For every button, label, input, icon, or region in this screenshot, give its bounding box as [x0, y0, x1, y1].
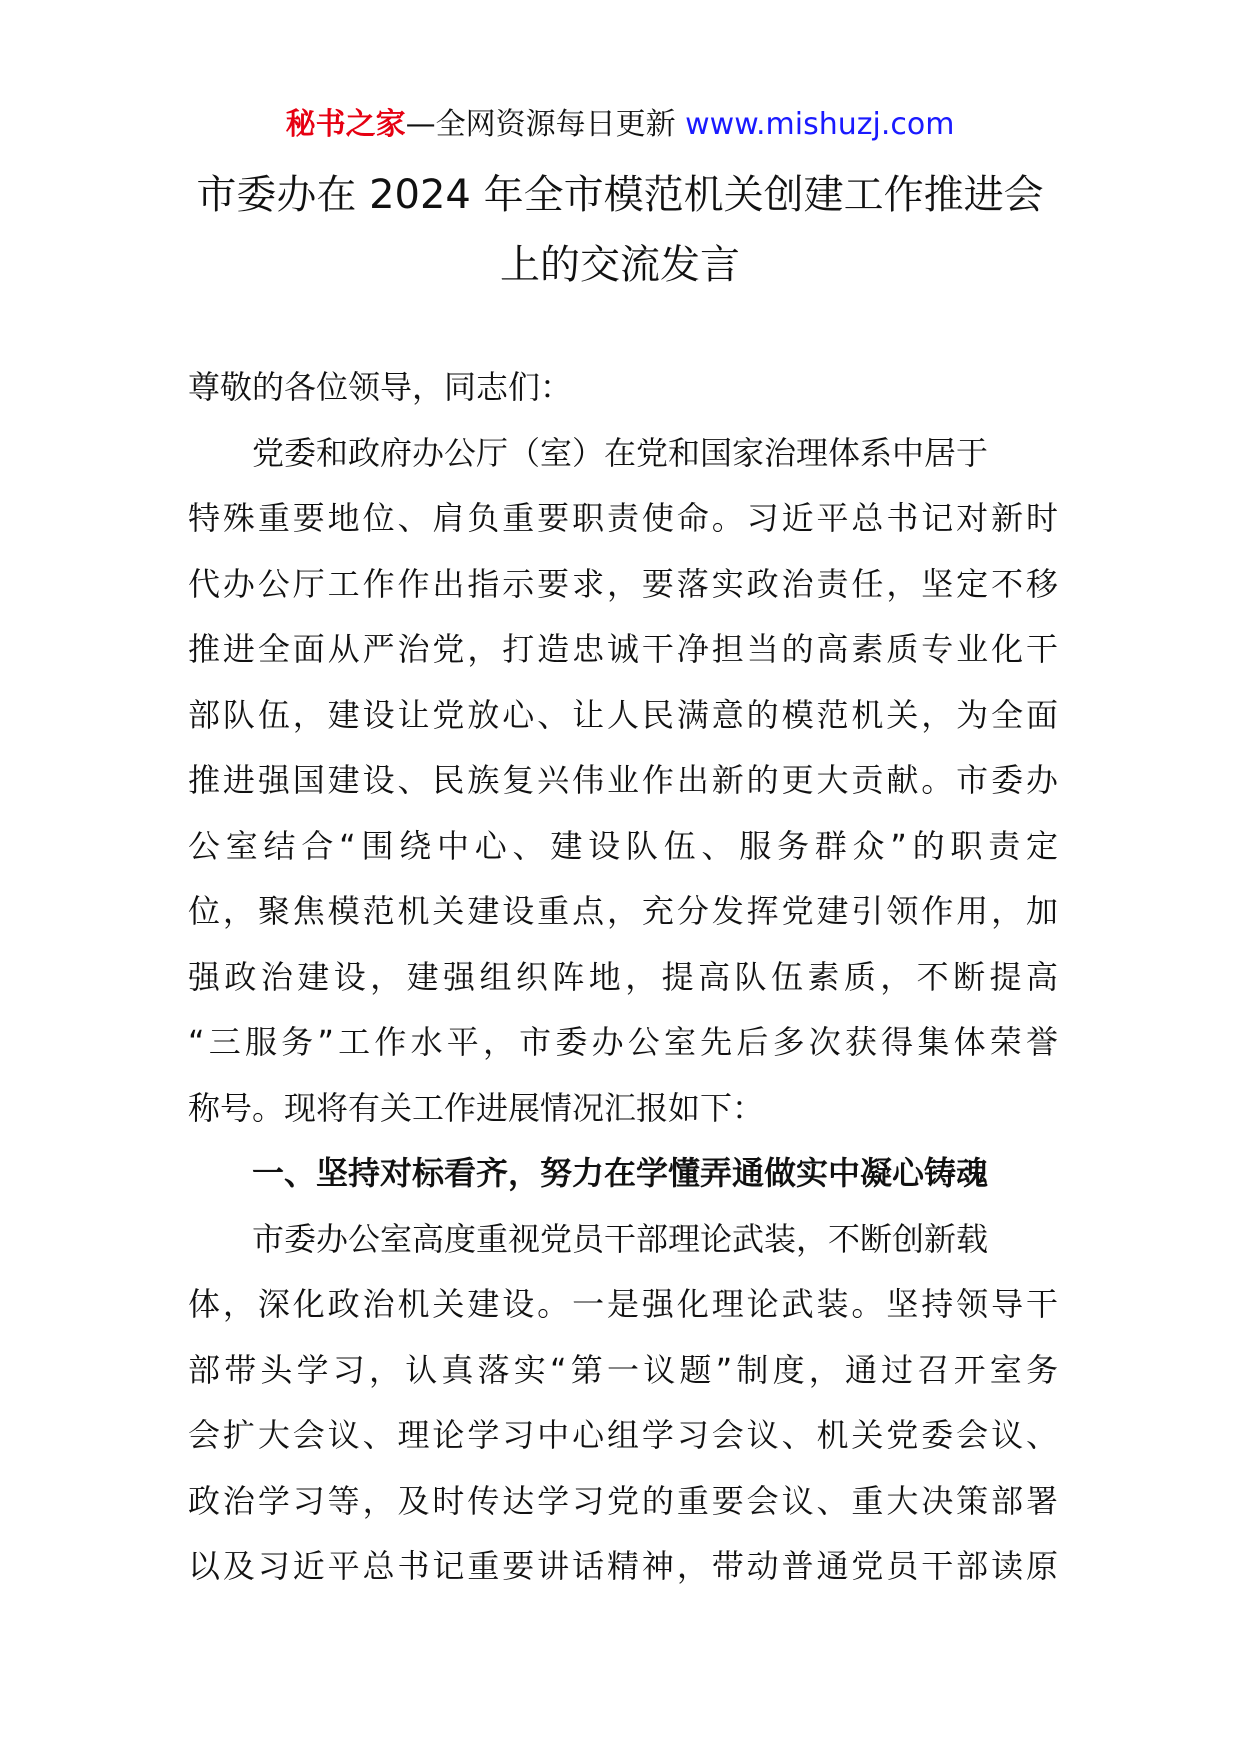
paragraph-line: 部队伍，建设让党放心、让人民满意的模范机关，为全面 [188, 695, 1058, 734]
title-line-2: 上的交流发言 [500, 242, 740, 288]
site-header [0, 100, 1240, 150]
section-heading: 一、坚持对标看齐，努力在学懂弄通做实中凝心铸魂 [252, 1154, 989, 1192]
paragraph-line: 以及习近平总书记重要讲话精神，带动普通党员干部读原 [188, 1547, 1058, 1585]
paragraph-line: 推进全面从严治党，打造忠诚干净担当的高素质专业化干 [188, 630, 1058, 668]
paragraph-line: 党委和政府办公厅（室）在党和国家治理体系中居于 [252, 433, 989, 472]
header-tagline: —全网资源每日更新 [405, 107, 686, 142]
paragraph-line: 公室结合“围绕中心、建设队伍、服务群众”的职责定 [188, 826, 1058, 865]
greeting: 尊敬的各位领导，同志们： [188, 368, 573, 406]
paragraph-line: 会扩大会议、理论学习中心组学习会议、机关党委会议、 [188, 1416, 1058, 1454]
brand-name: 秘书之家 [285, 107, 406, 142]
document-body [188, 355, 1058, 1600]
paragraph-line: 部带头学习，认真落实“第一议题”制度，通过召开室务 [188, 1350, 1058, 1389]
paragraph-line: 强政治建设，建强组织阵地，提高队伍素质，不断提高 [188, 957, 1058, 996]
paragraph-line: 特殊重要地位、肩负重要职责使命。习近平总书记对新时 [188, 499, 1058, 537]
site-url-link[interactable]: www.mishuzj.com [685, 107, 955, 142]
title-line-1: 市委办在 2024 年全市模范机关创建工作推进会 [196, 172, 1044, 218]
paragraph-line: 政治学习等，及时传达学习党的重要会议、重大决策部署 [188, 1481, 1058, 1520]
paragraph-line: 称号。现将有关工作进展情况汇报如下： [188, 1088, 765, 1127]
paragraph-line: 推进强国建设、民族复兴伟业作出新的更大贡献。市委办 [188, 761, 1058, 799]
document-title [140, 160, 1100, 300]
paragraph-line: 位，聚焦模范机关建设重点，充分发挥党建引领作用，加 [188, 892, 1058, 930]
paragraph-line: “三服务”工作水平，市委办公室先后多次获得集体荣誉 [188, 1023, 1058, 1061]
paragraph-line: 体，深化政治机关建设。一是强化理论武装。坚持领导干 [188, 1285, 1058, 1323]
paragraph-line: 市委办公室高度重视党员干部理论武装，不断创新载 [252, 1219, 989, 1258]
paragraph-line: 代办公厅工作作出指示要求，要落实政治责任，坚定不移 [188, 564, 1058, 603]
